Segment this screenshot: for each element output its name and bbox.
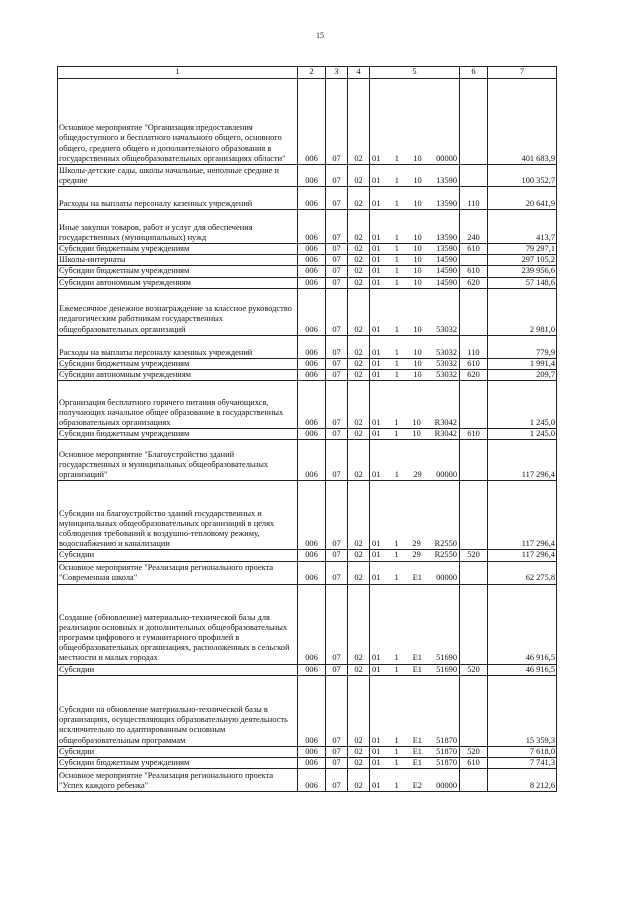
row-name: Организация бесплатного горячего питания обучающихся, получающих начальное общее образование в государственных образовательных организациях xyxy=(58,381,298,429)
row-name: Иные закупки товаров, работ и услуг для обеспечения государственных (муниципальных) нужд xyxy=(58,210,298,244)
row-subsection-code: 02 xyxy=(348,481,370,550)
row-department-code: 006 xyxy=(298,429,326,440)
program-code-part: 01 xyxy=(372,573,381,583)
row-program-code xyxy=(370,266,460,277)
budget-table xyxy=(57,66,557,792)
table-row xyxy=(58,440,557,481)
row-name: Основное мероприятие "Реализация регионального проекта "Успех каждого ребенка" xyxy=(58,769,298,792)
program-code-part: 51870 xyxy=(436,758,457,768)
program-code-part: 01 xyxy=(372,347,381,357)
row-department-code: 006 xyxy=(298,675,326,746)
program-code-part: 1 xyxy=(394,418,399,428)
program-code-part: 13590 xyxy=(436,198,457,208)
program-code-part: 10 xyxy=(413,244,422,253)
program-code-part: 13590 xyxy=(436,232,457,242)
program-code-part: 1 xyxy=(394,664,399,674)
row-amount: 20 641,9 xyxy=(488,187,557,210)
row-amount: 239 956,6 xyxy=(488,266,557,277)
program-code-part: 53032 xyxy=(436,370,457,380)
table-row xyxy=(58,561,557,584)
row-program-code xyxy=(370,370,460,381)
program-code-part: 51870 xyxy=(436,746,457,756)
row-section-code: 07 xyxy=(326,244,348,255)
row-amount: 1 245,0 xyxy=(488,381,557,429)
program-code-part: E2 xyxy=(412,781,422,791)
program-code-part: 1 xyxy=(394,653,399,663)
row-section-code: 07 xyxy=(326,288,348,335)
row-amount: 79 297,1 xyxy=(488,244,557,255)
header-col-5: 5 xyxy=(370,67,460,79)
table-row xyxy=(58,550,557,561)
row-section-code: 07 xyxy=(326,358,348,369)
program-code-part: 10 xyxy=(413,255,422,265)
table-row xyxy=(58,358,557,369)
program-code-part: 01 xyxy=(372,370,381,380)
program-code-part: 01 xyxy=(372,664,381,674)
row-program-code xyxy=(370,187,460,210)
program-code-part: 1 xyxy=(394,255,399,265)
program-code-part: 1 xyxy=(394,470,399,480)
row-section-code: 07 xyxy=(326,335,348,358)
program-code-part: 01 xyxy=(372,418,381,428)
row-department-code: 006 xyxy=(298,210,326,244)
row-name: Субсидии бюджетным учреждениям xyxy=(58,429,298,440)
program-code-part: E1 xyxy=(412,653,422,663)
program-code-part: 00000 xyxy=(436,781,457,791)
row-department-code: 006 xyxy=(298,277,326,288)
row-department-code: 006 xyxy=(298,288,326,335)
header-row xyxy=(58,67,557,79)
program-code-part: 53032 xyxy=(436,324,457,334)
program-code-part: 01 xyxy=(372,539,381,549)
table-row xyxy=(58,210,557,244)
row-program-code xyxy=(370,358,460,369)
table-row xyxy=(58,584,557,664)
row-section-code: 07 xyxy=(326,429,348,440)
row-department-code: 006 xyxy=(298,79,326,165)
header-col-1: 1 xyxy=(58,67,298,79)
program-code-part: 1 xyxy=(394,347,399,357)
row-expense-type: 610 xyxy=(460,758,488,769)
row-section-code: 07 xyxy=(326,550,348,561)
row-name: Субсидии бюджетным учреждениям xyxy=(58,758,298,769)
table-row xyxy=(58,288,557,335)
page-number: 15 xyxy=(316,31,324,40)
row-subsection-code: 02 xyxy=(348,165,370,187)
row-amount: 1 245,0 xyxy=(488,429,557,440)
row-program-code xyxy=(370,664,460,675)
table-row xyxy=(58,266,557,277)
row-department-code: 006 xyxy=(298,584,326,664)
row-subsection-code: 02 xyxy=(348,187,370,210)
row-amount: 401 683,9 xyxy=(488,79,557,165)
row-amount: 57 148,6 xyxy=(488,277,557,288)
table-row xyxy=(58,165,557,187)
row-name: Основное мероприятие "Организация предоставления общедоступного и бесплатного начального общего, основного общего, среднего общего и дополнительного образования в государственных общеобразовательных организациях области" xyxy=(58,79,298,165)
row-expense-type: 610 xyxy=(460,266,488,277)
row-department-code: 006 xyxy=(298,358,326,369)
program-code-part: 01 xyxy=(372,550,381,560)
row-section-code: 07 xyxy=(326,561,348,584)
program-code-part: 01 xyxy=(372,653,381,663)
program-code-part: 10 xyxy=(413,370,422,380)
row-name: Расходы на выплаты персоналу казенных учреждений xyxy=(58,335,298,358)
row-department-code: 006 xyxy=(298,664,326,675)
program-code-part: 10 xyxy=(412,429,421,439)
program-code-part: 01 xyxy=(372,758,381,768)
row-program-code xyxy=(370,244,460,255)
program-code-part: 01 xyxy=(372,175,381,185)
row-department-code: 006 xyxy=(298,769,326,792)
row-program-code xyxy=(370,255,460,266)
row-program-code xyxy=(370,288,460,335)
row-section-code: 07 xyxy=(326,381,348,429)
row-expense-type: 520 xyxy=(460,664,488,675)
row-name: Субсидии автономным учреждениям xyxy=(58,370,298,381)
row-expense-type xyxy=(460,381,488,429)
row-subsection-code: 02 xyxy=(348,244,370,255)
program-code-part: 01 xyxy=(372,470,381,480)
table-row xyxy=(58,381,557,429)
header-col-4: 4 xyxy=(348,67,370,79)
program-code-part: 29 xyxy=(412,550,421,560)
table-row xyxy=(58,187,557,210)
header-col-6: 6 xyxy=(460,67,488,79)
program-code-part: 00000 xyxy=(436,153,457,163)
row-subsection-code: 02 xyxy=(348,584,370,664)
program-code-part: 51690 xyxy=(436,664,457,674)
row-program-code xyxy=(370,746,460,757)
row-section-code: 07 xyxy=(326,769,348,792)
row-name: Субсидии xyxy=(58,746,298,757)
row-program-code xyxy=(370,210,460,244)
program-code-part: 01 xyxy=(372,358,381,368)
program-code-part: E1 xyxy=(412,758,422,768)
header-col-7: 7 xyxy=(488,67,557,79)
row-department-code: 006 xyxy=(298,335,326,358)
row-subsection-code: 02 xyxy=(348,429,370,440)
row-department-code: 006 xyxy=(298,266,326,277)
program-code-part: 1 xyxy=(394,735,399,745)
row-amount: 1 991,4 xyxy=(488,358,557,369)
row-department-code: 006 xyxy=(298,758,326,769)
row-name: Субсидии автономным учреждениям xyxy=(58,277,298,288)
row-name: Субсидии бюджетным учреждениям xyxy=(58,266,298,277)
row-section-code: 07 xyxy=(326,675,348,746)
row-amount: 8 212,6 xyxy=(488,769,557,792)
row-expense-type xyxy=(460,255,488,266)
row-section-code: 07 xyxy=(326,746,348,757)
program-code-part: E1 xyxy=(412,735,422,745)
program-code-part: 01 xyxy=(372,735,381,745)
row-section-code: 07 xyxy=(326,165,348,187)
row-program-code xyxy=(370,481,460,550)
program-code-part: 1 xyxy=(394,781,399,791)
row-section-code: 07 xyxy=(326,277,348,288)
program-code-part: 14590 xyxy=(436,255,457,265)
table-row xyxy=(58,429,557,440)
table-row xyxy=(58,481,557,550)
row-program-code xyxy=(370,758,460,769)
row-program-code xyxy=(370,165,460,187)
row-subsection-code: 02 xyxy=(348,561,370,584)
row-subsection-code: 02 xyxy=(348,550,370,561)
row-amount: 117 296,4 xyxy=(488,550,557,561)
row-program-code xyxy=(370,440,460,481)
program-code-part: 1 xyxy=(394,358,399,368)
row-amount: 7 618,0 xyxy=(488,746,557,757)
table-row xyxy=(58,370,557,381)
program-code-part: 10 xyxy=(413,198,422,208)
row-amount: 413,7 xyxy=(488,210,557,244)
row-expense-type: 110 xyxy=(460,335,488,358)
row-amount: 209,7 xyxy=(488,370,557,381)
program-code-part: 10 xyxy=(413,175,422,185)
program-code-part: 01 xyxy=(372,198,381,208)
row-expense-type xyxy=(460,561,488,584)
row-subsection-code: 02 xyxy=(348,758,370,769)
program-code-part: 01 xyxy=(372,232,381,242)
row-amount: 62 275,8 xyxy=(488,561,557,584)
row-program-code xyxy=(370,561,460,584)
table-row xyxy=(58,244,557,255)
program-code-part: 01 xyxy=(372,429,381,439)
row-subsection-code: 02 xyxy=(348,381,370,429)
row-expense-type: 620 xyxy=(460,277,488,288)
program-code-part: R2550 xyxy=(434,550,457,560)
row-expense-type: 620 xyxy=(460,370,488,381)
program-code-part: 1 xyxy=(394,370,399,380)
row-name: Ежемесячное денежное вознаграждение за классное руководство педагогическим работникам государственных общеобразовательных организаций xyxy=(58,288,298,335)
program-code-part: 53032 xyxy=(436,358,457,368)
program-code-part: 1 xyxy=(394,550,399,560)
row-name: Основное мероприятие "Благоустройство зданий государственных и муниципальных общеобразовательных организаций" xyxy=(58,440,298,481)
row-department-code: 006 xyxy=(298,746,326,757)
row-expense-type: 240 xyxy=(460,210,488,244)
program-code-part: 1 xyxy=(394,429,399,439)
row-department-code: 006 xyxy=(298,561,326,584)
row-program-code xyxy=(370,675,460,746)
program-code-part: 10 xyxy=(413,277,422,287)
table-row xyxy=(58,664,557,675)
row-program-code xyxy=(370,79,460,165)
program-code-part: 10 xyxy=(413,347,422,357)
program-code-part: R3042 xyxy=(434,418,457,428)
program-code-part: 1 xyxy=(394,573,399,583)
program-code-part: 10 xyxy=(413,232,422,242)
row-section-code: 07 xyxy=(326,584,348,664)
row-subsection-code: 02 xyxy=(348,335,370,358)
row-expense-type: 610 xyxy=(460,244,488,255)
row-subsection-code: 02 xyxy=(348,79,370,165)
row-amount: 15 359,3 xyxy=(488,675,557,746)
row-expense-type: 610 xyxy=(460,429,488,440)
row-department-code: 006 xyxy=(298,244,326,255)
row-amount: 297 105,2 xyxy=(488,255,557,266)
row-subsection-code: 02 xyxy=(348,255,370,266)
program-code-part: 01 xyxy=(372,244,381,253)
row-name: Субсидии на обновление материально-технической базы в организациях, осуществляющих образовательную деятельность исключительно по адаптированным основным общеобразовательным программам xyxy=(58,675,298,746)
program-code-part: E1 xyxy=(412,664,422,674)
row-name: Создание (обновление) материально-технической базы для реализации основных и дополнительных общеобразовательных программ цифрового и гуманитарного профилей в общеобразовательных организациях, расположенных в сельской местности и малых городах xyxy=(58,584,298,664)
row-section-code: 07 xyxy=(326,664,348,675)
program-code-part: 01 xyxy=(372,277,381,287)
program-code-part: 53032 xyxy=(436,347,457,357)
row-expense-type xyxy=(460,165,488,187)
row-name: Основное мероприятие "Реализация регионального проекта "Современная школа" xyxy=(58,561,298,584)
row-section-code: 07 xyxy=(326,187,348,210)
row-amount: 46 916,5 xyxy=(488,664,557,675)
row-name: Субсидии на благоустройство зданий государственных и муниципальных общеобразовательных организаций в целях соблюдения требований к воздушно-тепловому режиму, водоснабжению и канализации xyxy=(58,481,298,550)
row-program-code xyxy=(370,335,460,358)
program-code-part: 10 xyxy=(413,153,422,163)
row-subsection-code: 02 xyxy=(348,440,370,481)
row-expense-type xyxy=(460,481,488,550)
row-name: Субсидии бюджетным учреждениям xyxy=(58,244,298,255)
program-code-part: 14590 xyxy=(436,277,457,287)
row-expense-type xyxy=(460,769,488,792)
program-code-part: 01 xyxy=(372,266,381,276)
program-code-part: 1 xyxy=(394,746,399,756)
program-code-part: 01 xyxy=(372,781,381,791)
row-department-code: 006 xyxy=(298,481,326,550)
row-amount: 779,9 xyxy=(488,335,557,358)
row-program-code xyxy=(370,769,460,792)
program-code-part: 00000 xyxy=(436,573,457,583)
program-code-part: 1 xyxy=(394,153,399,163)
program-code-part: 1 xyxy=(394,232,399,242)
program-code-part: E1 xyxy=(412,573,422,583)
table-row xyxy=(58,758,557,769)
program-code-part: 01 xyxy=(372,324,381,334)
row-name: Школы-детские сады, школы начальные, неполные средние и средние xyxy=(58,165,298,187)
table-row xyxy=(58,335,557,358)
table-row xyxy=(58,769,557,792)
row-department-code: 006 xyxy=(298,187,326,210)
table-row xyxy=(58,79,557,165)
table-row xyxy=(58,675,557,746)
row-section-code: 07 xyxy=(326,266,348,277)
row-subsection-code: 02 xyxy=(348,746,370,757)
row-amount: 117 296,4 xyxy=(488,440,557,481)
program-code-part: 01 xyxy=(372,255,381,265)
row-expense-type: 110 xyxy=(460,187,488,210)
row-section-code: 07 xyxy=(326,440,348,481)
program-code-part: 29 xyxy=(412,539,421,549)
row-name: Субсидии xyxy=(58,550,298,561)
row-subsection-code: 02 xyxy=(348,288,370,335)
row-department-code: 006 xyxy=(298,381,326,429)
row-program-code xyxy=(370,277,460,288)
row-expense-type xyxy=(460,440,488,481)
row-subsection-code: 02 xyxy=(348,675,370,746)
row-department-code: 006 xyxy=(298,550,326,561)
program-code-part: 13590 xyxy=(436,175,457,185)
program-code-part: 00000 xyxy=(436,470,457,480)
row-subsection-code: 02 xyxy=(348,769,370,792)
row-section-code: 07 xyxy=(326,255,348,266)
program-code-part: 10 xyxy=(413,324,422,334)
program-code-part: 51870 xyxy=(436,735,457,745)
program-code-part: 1 xyxy=(394,175,399,185)
row-name: Субсидии xyxy=(58,664,298,675)
row-subsection-code: 02 xyxy=(348,664,370,675)
header-col-3: 3 xyxy=(326,67,348,79)
program-code-part: E1 xyxy=(412,746,422,756)
program-code-part: 10 xyxy=(413,266,422,276)
program-code-part: 13590 xyxy=(436,244,457,253)
row-expense-type xyxy=(460,675,488,746)
program-code-part: 01 xyxy=(372,153,381,163)
program-code-part: 29 xyxy=(413,470,422,480)
row-program-code xyxy=(370,550,460,561)
row-expense-type: 610 xyxy=(460,358,488,369)
program-code-part: 51690 xyxy=(436,653,457,663)
row-expense-type xyxy=(460,288,488,335)
program-code-part: 1 xyxy=(394,244,399,253)
table-row xyxy=(58,277,557,288)
program-code-part: 1 xyxy=(394,266,399,276)
row-department-code: 006 xyxy=(298,440,326,481)
row-section-code: 07 xyxy=(326,210,348,244)
row-amount: 46 916,5 xyxy=(488,584,557,664)
program-code-part: 1 xyxy=(394,758,399,768)
row-subsection-code: 02 xyxy=(348,266,370,277)
table-row xyxy=(58,255,557,266)
row-amount: 2 981,0 xyxy=(488,288,557,335)
row-amount: 117 296,4 xyxy=(488,481,557,550)
row-program-code xyxy=(370,381,460,429)
row-program-code xyxy=(370,429,460,440)
program-code-part: 14590 xyxy=(436,266,457,276)
row-subsection-code: 02 xyxy=(348,358,370,369)
row-section-code: 07 xyxy=(326,79,348,165)
row-subsection-code: 02 xyxy=(348,370,370,381)
row-expense-type: 520 xyxy=(460,746,488,757)
program-code-part: R2550 xyxy=(434,539,457,549)
row-department-code: 006 xyxy=(298,370,326,381)
row-expense-type xyxy=(460,79,488,165)
header-col-2: 2 xyxy=(298,67,326,79)
program-code-part: R3042 xyxy=(434,429,457,439)
row-expense-type: 520 xyxy=(460,550,488,561)
row-name: Расходы на выплаты персоналу казенных учреждений xyxy=(58,187,298,210)
row-name: Школы-интернаты xyxy=(58,255,298,266)
program-code-part: 10 xyxy=(412,418,421,428)
row-section-code: 07 xyxy=(326,758,348,769)
program-code-part: 01 xyxy=(372,746,381,756)
row-program-code xyxy=(370,584,460,664)
row-expense-type xyxy=(460,584,488,664)
row-section-code: 07 xyxy=(326,370,348,381)
program-code-part: 1 xyxy=(394,324,399,334)
row-amount: 7 741,3 xyxy=(488,758,557,769)
program-code-part: 1 xyxy=(394,198,399,208)
program-code-part: 10 xyxy=(413,358,422,368)
table-row xyxy=(58,746,557,757)
program-code-part: 1 xyxy=(394,277,399,287)
row-name: Субсидии бюджетным учреждениям xyxy=(58,358,298,369)
row-department-code: 006 xyxy=(298,165,326,187)
row-subsection-code: 02 xyxy=(348,210,370,244)
row-subsection-code: 02 xyxy=(348,277,370,288)
program-code-part: 1 xyxy=(394,539,399,549)
row-section-code: 07 xyxy=(326,481,348,550)
row-department-code: 006 xyxy=(298,255,326,266)
row-amount: 100 352,7 xyxy=(488,165,557,187)
